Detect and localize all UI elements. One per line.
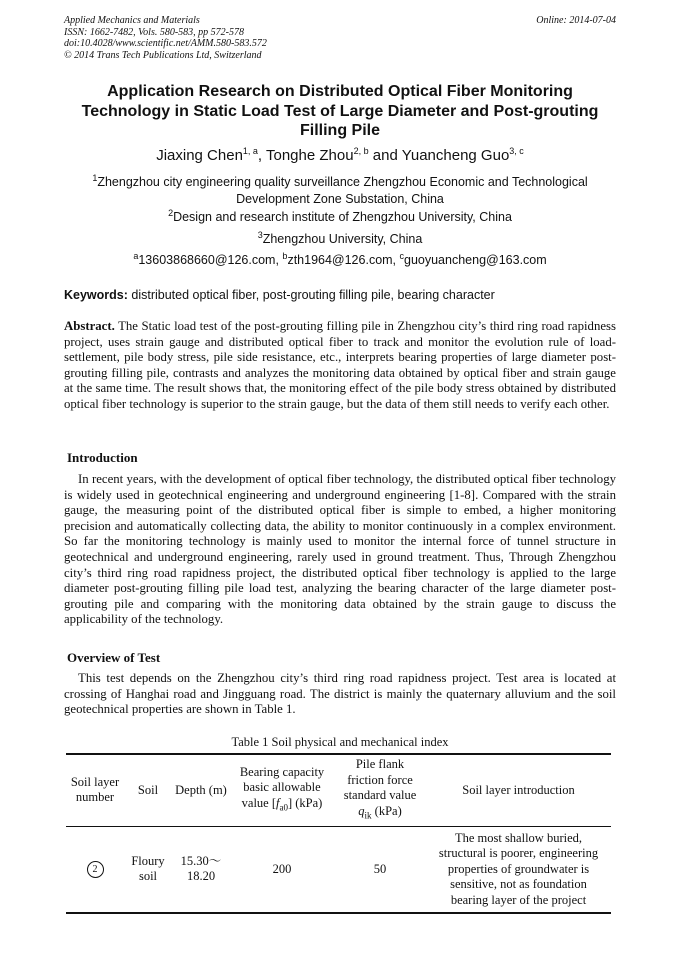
- author-list: [64, 147, 616, 164]
- keywords: [64, 288, 616, 302]
- friction-text: Pile flank friction force standard value: [343, 757, 417, 802]
- email-superscript: c: [399, 250, 404, 261]
- email-text: 13603868660@126.com,: [138, 253, 283, 267]
- paper-title: Application Research on Distributed Optical Fiber Monitoring Technology in Static Load Test of Large Diameter and Post-grouting Filling Pile: [81, 83, 599, 139]
- email-text: guoyuancheng@163.com: [404, 253, 547, 267]
- journal-name: Applied Mechanics and Materials: [64, 15, 200, 26]
- overview-paragraph: This test depends on the Zhengzhou city’s third ring road rapidness project. Test area is located at crossing of Hanghai road and Jingguang road. The district is mainly the quaternary alluvium and the soil geotechnical properties are shown in Table 1.: [64, 671, 616, 717]
- email-line: [64, 252, 616, 269]
- journal-header: [64, 15, 616, 61]
- author-separator: ,: [257, 147, 266, 164]
- author-name: Yuancheng Guo: [401, 147, 510, 164]
- cell-number: [66, 826, 124, 913]
- email-superscript: a: [133, 250, 139, 261]
- affiliation-superscript: 2: [168, 207, 174, 218]
- affiliation-2: [64, 209, 616, 226]
- cell-friction: 50: [373, 861, 387, 876]
- cell-intro: The most shallow buried, structural is poorer, engineering properties of groundwater is sensitive, not as foundation bearing layer of the project: [438, 830, 599, 907]
- friction-subscript: ik: [364, 810, 372, 820]
- author-name: Jiaxing Chen: [156, 147, 243, 164]
- friction-unit: (kPa): [371, 803, 402, 818]
- copyright-line: © 2014 Trans Tech Publications Ltd, Switzerland: [64, 49, 262, 61]
- cell-bearing: 200: [272, 861, 292, 876]
- introduction-paragraph: In recent years, with the development of optical fiber technology, the distributed optical fiber technology is widely used in geotechnical engineering and underground engineering [1-8]. Compared with the strain gauge, the measuring point of the distributed optical fiber is simple to embed, a higher monitoring precision and automatically collecting data, the ability to monitor continuously in a complex environment. So far the monitoring technology is mainly used to monitor the internal force of tunnel structure in geotechnical and underground engineering, rarely used in ground treatment. Thus, Through Zhengzhou city’s third ring road rapidness project, the distributed optical fiber technology is applied to the large diameter post-grouting filling pile load test, analyzing the bearing character of the large diameter post-grouting pile and comparing with the monitoring data obtained by the strain gauge to discuss the applicability of the technology.: [64, 472, 616, 627]
- affiliation-3: [64, 231, 616, 248]
- table-caption: Table 1 Soil physical and mechanical index: [231, 735, 449, 749]
- abstract-text: The Static load test of the post-grouting filling pile in Zhengzhou city’s third ring road rapidness project, uses strain gauge and distributed optical fiber to track and monitor the evolution rule of load-settlement, pile body stress, pile side resistance, etc., interprets bearing properties of large diameter post-grouting filling pile, contrasts and analyzes the monitoring data obtained by optical fiber and strain gauge at the same time. The result shows that, the monitoring effect of the pile body stress obtained by distributed optical fiber technology is superior to the strain gauge, but the data of them still needs to verify each other.: [64, 319, 616, 411]
- online-date: Online: 2014-07-04: [536, 15, 616, 26]
- author-superscript: 3, c: [509, 146, 524, 156]
- header-friction-force: [334, 754, 426, 826]
- abstract: [64, 319, 616, 413]
- section-heading-introduction: Introduction: [67, 450, 138, 465]
- section-heading-overview: Overview of Test: [67, 650, 161, 665]
- header-depth: Depth (m): [175, 782, 227, 797]
- table-header-row: [66, 754, 611, 826]
- affiliation-text: Zhengzhou city engineering quality surveillance Zhengzhou Economic and Technological Development Zone Substation, China: [97, 175, 588, 206]
- affiliation-text: Design and research institute of Zhengzhou University, China: [173, 210, 512, 224]
- affiliation-superscript: 1: [92, 172, 98, 183]
- header-soil: Soil: [137, 782, 159, 797]
- abstract-label: Abstract.: [64, 319, 115, 333]
- header-soil-layer-number: Soil layer number: [70, 774, 120, 805]
- bearing-symbol: f: [276, 795, 280, 810]
- friction-symbol: q: [358, 803, 365, 818]
- cell-soil: Floury soil: [131, 853, 165, 884]
- bearing-subscript: a0: [279, 802, 288, 813]
- affiliation-1: [64, 174, 616, 208]
- soil-table: [66, 753, 611, 914]
- table-row: [66, 826, 611, 913]
- author-name: Tonghe Zhou: [266, 147, 354, 164]
- bearing-text: Bearing capacity basic allowable value [: [239, 764, 325, 810]
- doi-line: doi:10.4028/www.scientific.net/AMM.580-583.572: [64, 38, 267, 49]
- affiliation-superscript: 3: [257, 229, 263, 240]
- email-superscript: b: [282, 250, 288, 261]
- email-text: zth1964@126.com,: [287, 253, 400, 267]
- affiliation-text: Zhengzhou University, China: [262, 232, 423, 246]
- header-soil-layer-introduction: Soil layer introduction: [462, 782, 575, 797]
- issn-line: ISSN: 1662-7482, Vols. 580-583, pp 572-578: [64, 26, 244, 38]
- keywords-label: Keywords:: [64, 288, 128, 302]
- author-superscript: 1, a: [242, 146, 258, 156]
- cell-depth: 15.30～18.20: [180, 853, 222, 884]
- bearing-unit: ] (kPa): [287, 795, 323, 810]
- author-superscript: 2, b: [353, 146, 369, 156]
- circled-number: 2: [87, 861, 104, 878]
- header-bearing-capacity: [230, 754, 334, 826]
- author-separator: and: [368, 147, 402, 164]
- keywords-text: distributed optical fiber, post-grouting filling pile, bearing character: [127, 288, 495, 302]
